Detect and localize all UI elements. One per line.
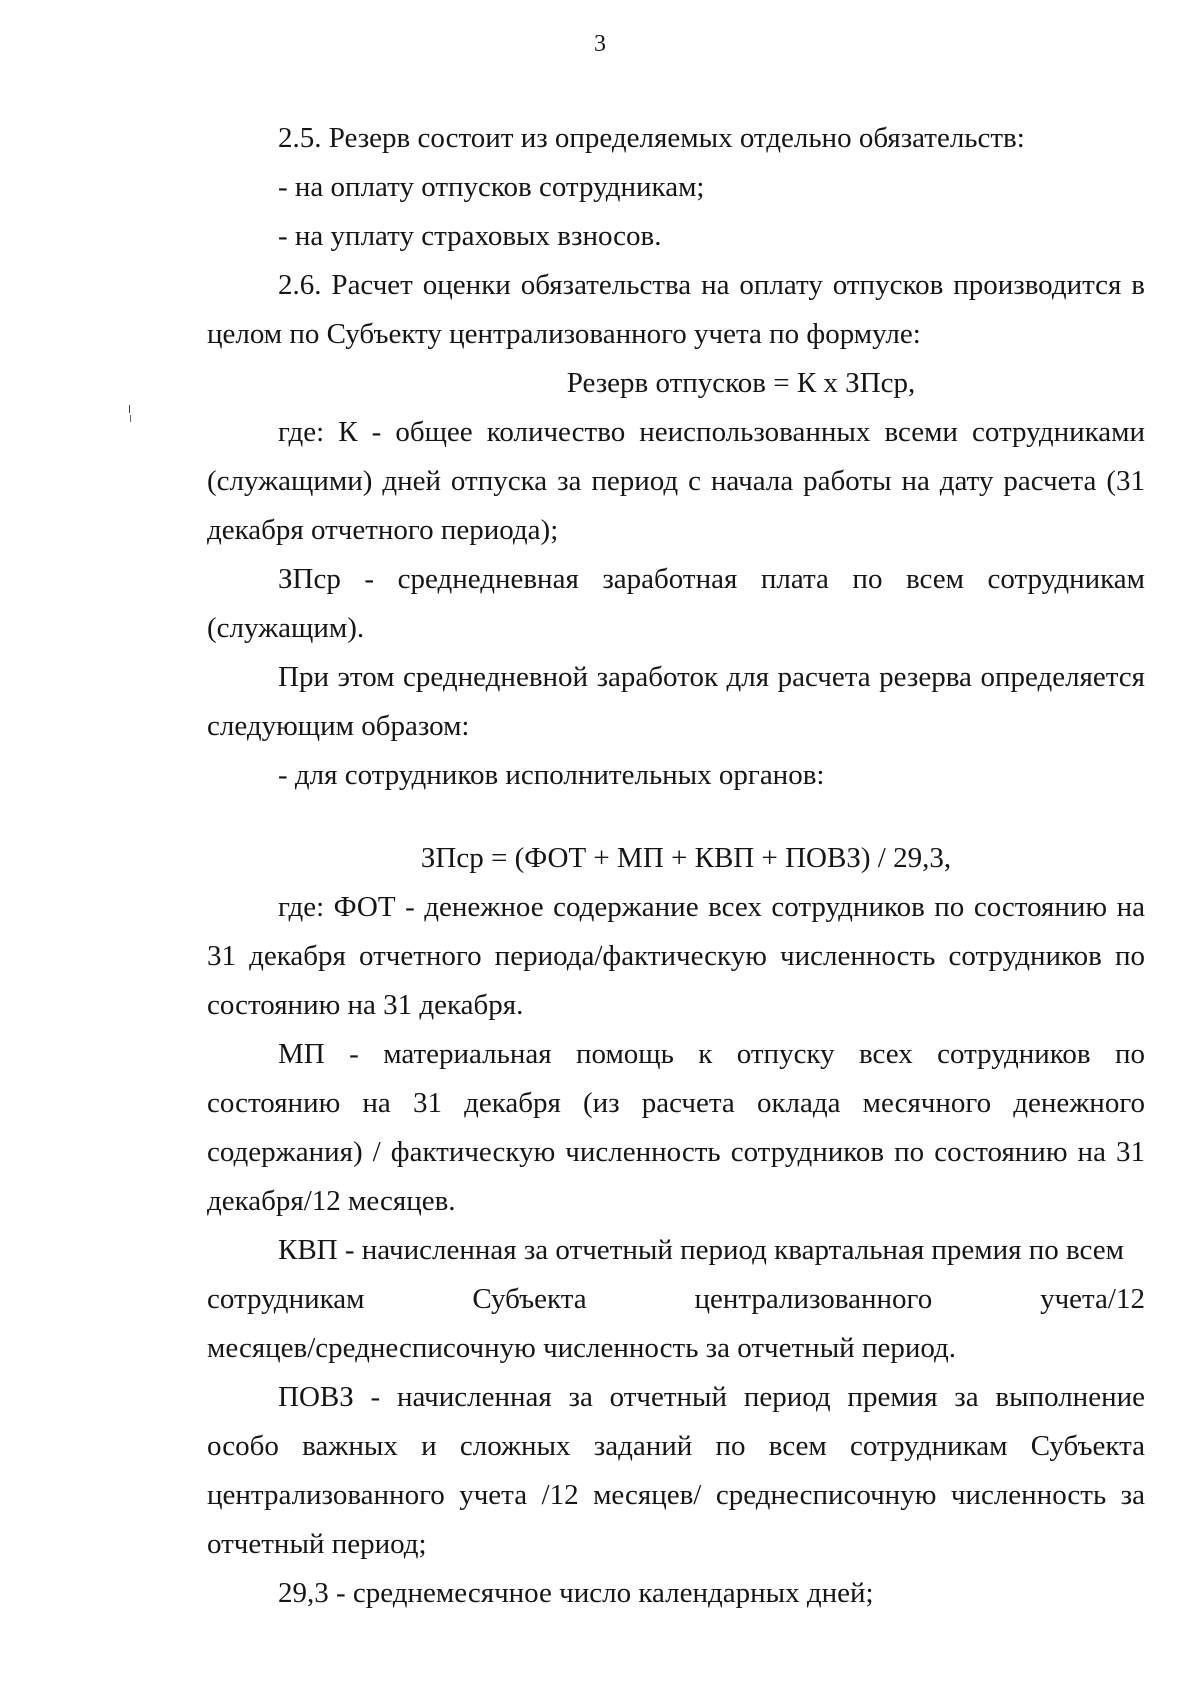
document-body	[207, 114, 1145, 1618]
word: централизованного	[694, 1283, 933, 1315]
definition-kvp	[207, 1226, 1145, 1373]
definition-kvp-line-2	[207, 1275, 1145, 1324]
list-item-insurance-contributions: - на уплату страховых взносов.	[278, 220, 662, 252]
paragraph-2-5: 2.5. Резерв состоит из определяемых отдельно обязательств:	[278, 122, 1025, 154]
word: Субъекта	[472, 1283, 587, 1315]
definition-povz: ПОВЗ - начисленная за отчетный период премия за выполнение особо важных и сложных заданий по всем сотрудникам Субъекта централизованного учета /12 месяцев/ среднесписочную численность за отчетный период;	[207, 1381, 1145, 1560]
formula-reserve: Резерв отпусков = К х ЗПср,	[566, 367, 916, 399]
list-item-vacation-pay: - на оплату отпусков сотрудникам;	[278, 171, 705, 203]
definition-mp: МП - материальная помощь к отпуску всех сотрудников по состоянию на 31 декабря (из расчета оклада месячного денежного содержания) / фактическую численность сотрудников по состоянию на 31 декабря/12 месяцев.	[207, 1038, 1145, 1217]
paragraph-average-earnings: При этом среднедневной заработок для расчета резерва определяется следующим образом:	[207, 661, 1145, 742]
definition-kvp-line-3: месяцев/среднесписочную численность за отчетный период.	[207, 1332, 957, 1364]
margin-scan-mark	[128, 405, 131, 423]
paragraph-2-6: 2.6. Расчет оценки обязательства на оплату отпусков производится в целом по Субъекту централизованного учета по формуле:	[207, 269, 1145, 350]
definition-29-3: 29,3 - среднемесячное число календарных дней;	[278, 1577, 874, 1609]
page-number: 3	[594, 31, 606, 57]
list-item-executive-bodies: - для сотрудников исполнительных органов:	[278, 759, 825, 791]
definition-k: где: К - общее количество неиспользованных всеми сотрудниками (служащими) дней отпуска за период с начала работы на дату расчета (31 декабря отчетного периода);	[207, 416, 1145, 546]
definition-kvp-line-1: КВП - начисленная за отчетный период квартальная премия по всем	[278, 1234, 1124, 1266]
formula-zpsr: ЗПср = (ФОТ + МП + КВП + ПОВЗ) / 29,3,	[420, 842, 952, 874]
definition-zpsr: ЗПср - среднедневная заработная плата по всем сотрудникам (служащим).	[207, 563, 1145, 644]
word: сотрудникам	[207, 1283, 365, 1315]
definition-fot: где: ФОТ - денежное содержание всех сотрудников по состоянию на 31 декабря отчетного периода/фактическую численность сотрудников по состоянию на 31 декабря.	[207, 891, 1145, 1021]
word: учета/12	[1040, 1283, 1145, 1315]
